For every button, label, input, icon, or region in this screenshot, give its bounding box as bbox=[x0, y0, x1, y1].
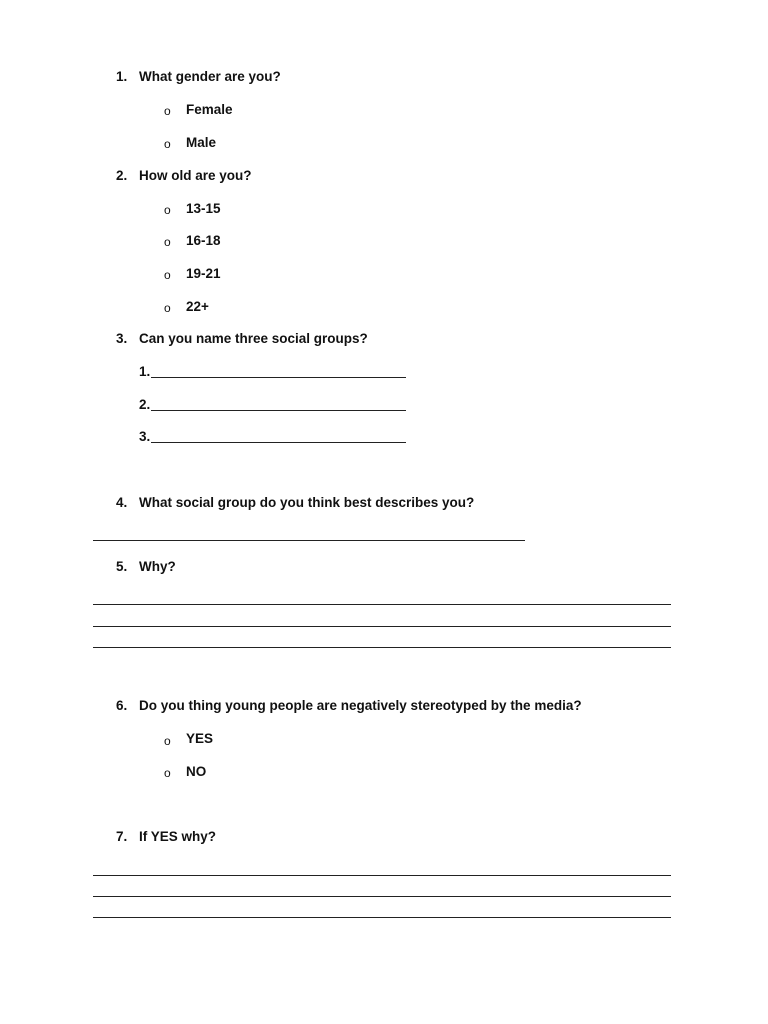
question-text: What social group do you think best describes you? bbox=[139, 495, 475, 510]
blank-number: 2. bbox=[139, 397, 151, 412]
option-label: 22+ bbox=[186, 299, 209, 314]
question-text: How old are you? bbox=[139, 168, 252, 183]
option-label: Male bbox=[186, 135, 217, 150]
radio-bullet[interactable]: o bbox=[164, 203, 171, 217]
answer-blank-line[interactable] bbox=[151, 377, 406, 378]
question-text: Why? bbox=[139, 559, 176, 574]
radio-bullet[interactable]: o bbox=[164, 104, 171, 118]
option-label: 19-21 bbox=[186, 266, 221, 281]
radio-bullet[interactable]: o bbox=[164, 268, 171, 282]
option-label: NO bbox=[186, 764, 207, 779]
answer-line[interactable] bbox=[93, 896, 671, 897]
question-number: 3. bbox=[116, 331, 128, 346]
question-number: 2. bbox=[116, 168, 128, 183]
question-number: 7. bbox=[116, 829, 128, 844]
option-label: YES bbox=[186, 731, 214, 746]
answer-line[interactable] bbox=[93, 604, 671, 605]
question-number: 5. bbox=[116, 559, 128, 574]
question-number: 6. bbox=[116, 698, 128, 713]
question-number: 4. bbox=[116, 495, 128, 510]
radio-bullet[interactable]: o bbox=[164, 734, 171, 748]
answer-line[interactable] bbox=[93, 875, 671, 876]
radio-bullet[interactable]: o bbox=[164, 301, 171, 315]
answer-line[interactable] bbox=[93, 647, 671, 648]
blank-number: 3. bbox=[139, 429, 151, 444]
radio-bullet[interactable]: o bbox=[164, 766, 171, 780]
radio-bullet[interactable]: o bbox=[164, 137, 171, 151]
question-number: 1. bbox=[116, 69, 128, 84]
answer-line[interactable] bbox=[93, 917, 671, 918]
answer-line[interactable] bbox=[93, 540, 525, 541]
blank-number: 1. bbox=[139, 364, 151, 379]
answer-line[interactable] bbox=[93, 626, 671, 627]
radio-bullet[interactable]: o bbox=[164, 235, 171, 249]
question-text: Do you thing young people are negatively stereotyped by the media? bbox=[139, 698, 582, 713]
answer-blank-line[interactable] bbox=[151, 442, 406, 443]
answer-blank-line[interactable] bbox=[151, 410, 406, 411]
question-text: What gender are you? bbox=[139, 69, 281, 84]
question-text: If YES why? bbox=[139, 829, 217, 844]
option-label: Female bbox=[186, 102, 233, 117]
option-label: 16-18 bbox=[186, 233, 221, 248]
question-text: Can you name three social groups? bbox=[139, 331, 368, 346]
option-label: 13-15 bbox=[186, 201, 221, 216]
